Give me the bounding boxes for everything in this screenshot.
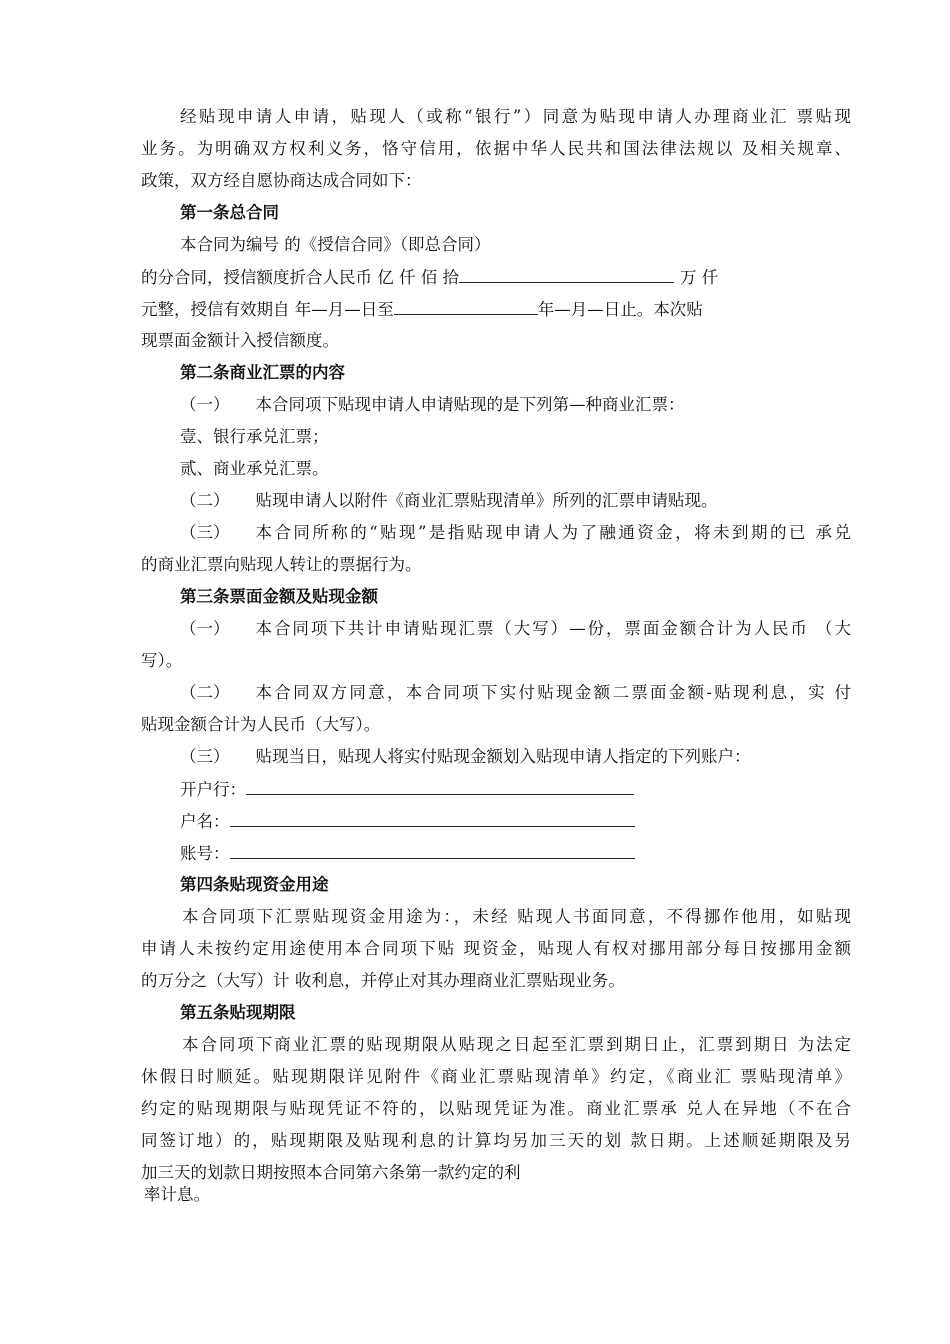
article-5-line: 休假日时顺延。贴现期限详见附件《商业汇票贴现清单》约定，《商业汇 票贴现清单》	[141, 1067, 851, 1086]
account-number-blank	[230, 842, 635, 859]
article-4-line: 的万分之（大写）计 收利息，并停止对其办理商业汇票贴现业务。	[141, 971, 625, 990]
article-3-item	[180, 618, 851, 640]
credit-amount-blank	[459, 266, 674, 283]
article-1-line	[141, 298, 703, 321]
article-3-title: 第三条票面金额及贴现金额	[180, 587, 378, 606]
intro-line: 业务。为明确双方权利义务，恪守信用，依据中华人民共和国法律法规以 及相关规章、	[141, 139, 851, 158]
article-3-item	[180, 746, 751, 768]
account-number-row	[180, 842, 635, 865]
item-text: 本合同所称的“贴现”是指贴现申请人为了融通资金，将未到期的已 承兑	[255, 523, 851, 542]
item-number: （三）	[180, 747, 230, 766]
account-name-row	[180, 810, 635, 833]
article-4-line: 申请人未按约定用途使用本合同项下贴 现资金，贴现人有权对挪用部分每日按挪用金额	[141, 939, 851, 958]
article-1-line	[141, 266, 718, 289]
article-4-line: 本合同项下汇票贴现资金用途为：，未经 贴现人书面同意，不得挪作他用，如贴现	[182, 907, 851, 926]
article-2-item	[180, 490, 718, 512]
valid-date-blank	[394, 298, 538, 315]
article-5-line: 本合同项下商业汇票的贴现期限从贴现之日起至汇票到期日止，汇票到期日 为法定	[182, 1035, 851, 1054]
article-2-item	[180, 394, 685, 416]
item-number: （二）	[180, 683, 230, 702]
article-1-text: 的分合同，授信额度折合人民币 亿 仟 佰 拾	[141, 268, 459, 287]
item-text: 贴现金额合计为人民币（大写）。	[141, 715, 381, 734]
item-number: （一）	[180, 395, 230, 414]
item-text: 的商业汇票向贴现人转让的票据行为。	[141, 555, 422, 574]
article-1-line: 现票面金额计入授信额度。	[141, 331, 339, 350]
bill-option: 贰、商业承兑汇票。	[180, 459, 329, 478]
item-text: 本合同项下贴现申请人申请贴现的是下列第—种商业汇票：	[255, 395, 685, 414]
article-4-title: 第四条贴现资金用途	[180, 875, 329, 894]
item-text: 本合同双方同意，本合同项下实付贴现金额二票面金额-贴现利息，实 付	[255, 683, 851, 702]
article-5-line: 率计息。	[144, 1185, 210, 1204]
bank-field-row	[180, 778, 634, 801]
article-3-item	[180, 682, 851, 704]
item-text: 本合同项下共计申请贴现汇票（大写）—份，票面金额合计为人民币 （大	[255, 619, 851, 638]
item-number: （二）	[180, 491, 230, 510]
bill-option: 壹、银行承兑汇票；	[180, 427, 329, 446]
article-1-text: 元整，授信有效期自 年—月—日至	[141, 300, 394, 319]
item-text: 贴现申请人以附件《商业汇票贴现清单》所列的汇票申请贴现。	[255, 491, 718, 510]
item-number: （三）	[180, 523, 230, 542]
intro-line: 政策，双方经自愿协商达成合同如下：	[141, 171, 422, 190]
article-5-line: 同签订地）的，贴现期限及贴现利息的计算均另加三天的划 款日期。上述顺延期限及另	[141, 1131, 851, 1150]
item-text: 写）。	[141, 651, 183, 670]
article-5-title: 第五条贴现期限	[180, 1003, 296, 1022]
article-2-title: 第二条商业汇票的内容	[180, 363, 345, 382]
article-1-line: 本合同为编号 的《授信合同》（即总合同）	[180, 235, 491, 254]
article-5-line: 加三天的划款日期按照本合同第六条第一款约定的利	[141, 1163, 521, 1182]
article-1-text: 万 仟	[679, 268, 719, 287]
account-name-blank	[230, 810, 635, 827]
bank-blank	[246, 778, 634, 795]
account-number-label: 账号：	[180, 844, 230, 863]
intro-line: 经贴现申请人申请，贴现人（或称“银行”）同意为贴现申请人办理商业汇 票贴现	[180, 107, 851, 126]
item-text: 贴现当日，贴现人将实付贴现金额划入贴现申请人指定的下列账户：	[255, 747, 751, 766]
article-2-item	[180, 522, 851, 544]
account-name-label: 户名：	[180, 812, 230, 831]
article-1-title: 第一条总合同	[180, 203, 279, 222]
bank-label: 开户行：	[180, 780, 246, 799]
article-1-text: 年—月—日止。本次贴	[537, 300, 703, 319]
item-number: （一）	[180, 619, 230, 638]
article-5-line: 约定的贴现期限与贴现凭证不符的，以贴现凭证为准。商业汇票承 兑人在异地（不在合	[141, 1099, 851, 1118]
